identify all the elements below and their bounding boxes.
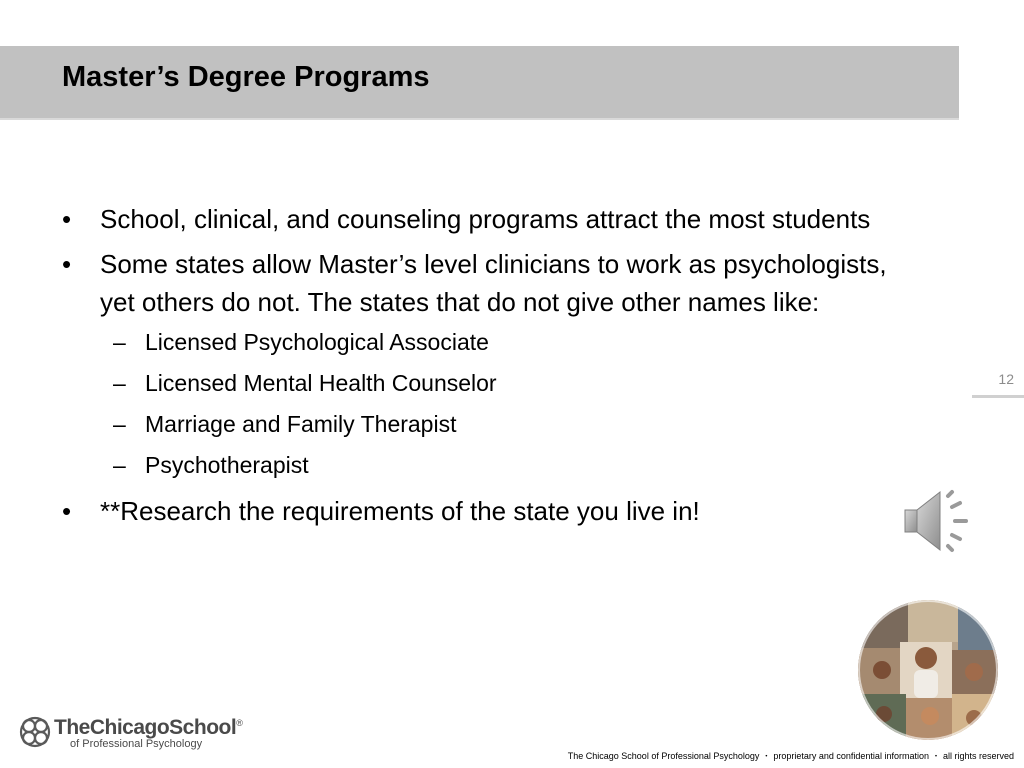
sub-bullet-text: Psychotherapist <box>145 452 309 478</box>
dash-mark: – <box>113 329 126 355</box>
sub-bullet-item <box>58 410 918 438</box>
photo-collage-image <box>858 600 998 740</box>
dash-mark: – <box>113 370 126 396</box>
page-number: 12 <box>998 371 1014 387</box>
bullet-item <box>58 200 918 238</box>
slide-content <box>58 200 918 537</box>
sub-bullet-item <box>58 369 918 397</box>
footer-text: The Chicago School of Professional Psychology ・ proprietary and confidential information ・ all rights reserved <box>567 751 1014 761</box>
bullet-text: School, clinical, and counseling programs attract the most students <box>100 204 871 234</box>
logo-wordmark <box>54 716 242 740</box>
sub-bullet-text: Licensed Mental Health Counselor <box>145 370 497 396</box>
logo-name-text: TheChicagoSchool <box>54 716 237 739</box>
sub-bullet-item <box>58 328 918 356</box>
dash-mark: – <box>113 411 126 437</box>
bullet-item <box>58 245 918 321</box>
bullet-mark: • <box>62 204 72 234</box>
speaker-icon[interactable] <box>902 488 974 554</box>
bullet-mark: • <box>62 496 72 526</box>
bullet-text: Some states allow Master’s level clinicians to work as psychologists, yet others do not. The states that do not give other names like: <box>100 249 887 317</box>
page-number-box <box>972 366 1024 398</box>
sub-bullet-list <box>58 328 918 479</box>
bullet-text: **Research the requirements of the state you live in! <box>100 496 700 526</box>
sub-bullet-text: Licensed Psychological Associate <box>145 329 489 355</box>
bullet-item <box>58 492 918 530</box>
sub-bullet-text: Marriage and Family Therapist <box>145 411 457 437</box>
logo-subtitle: of Professional Psychology <box>70 738 203 750</box>
sub-bullet-item <box>58 451 918 479</box>
registered-mark: ® <box>236 718 243 728</box>
chicago-school-logo <box>18 714 243 754</box>
bullet-mark: • <box>62 249 72 279</box>
slide-title: Master’s Degree Programs <box>62 61 430 93</box>
knot-logo-icon <box>18 715 52 749</box>
dash-mark: – <box>113 452 126 478</box>
